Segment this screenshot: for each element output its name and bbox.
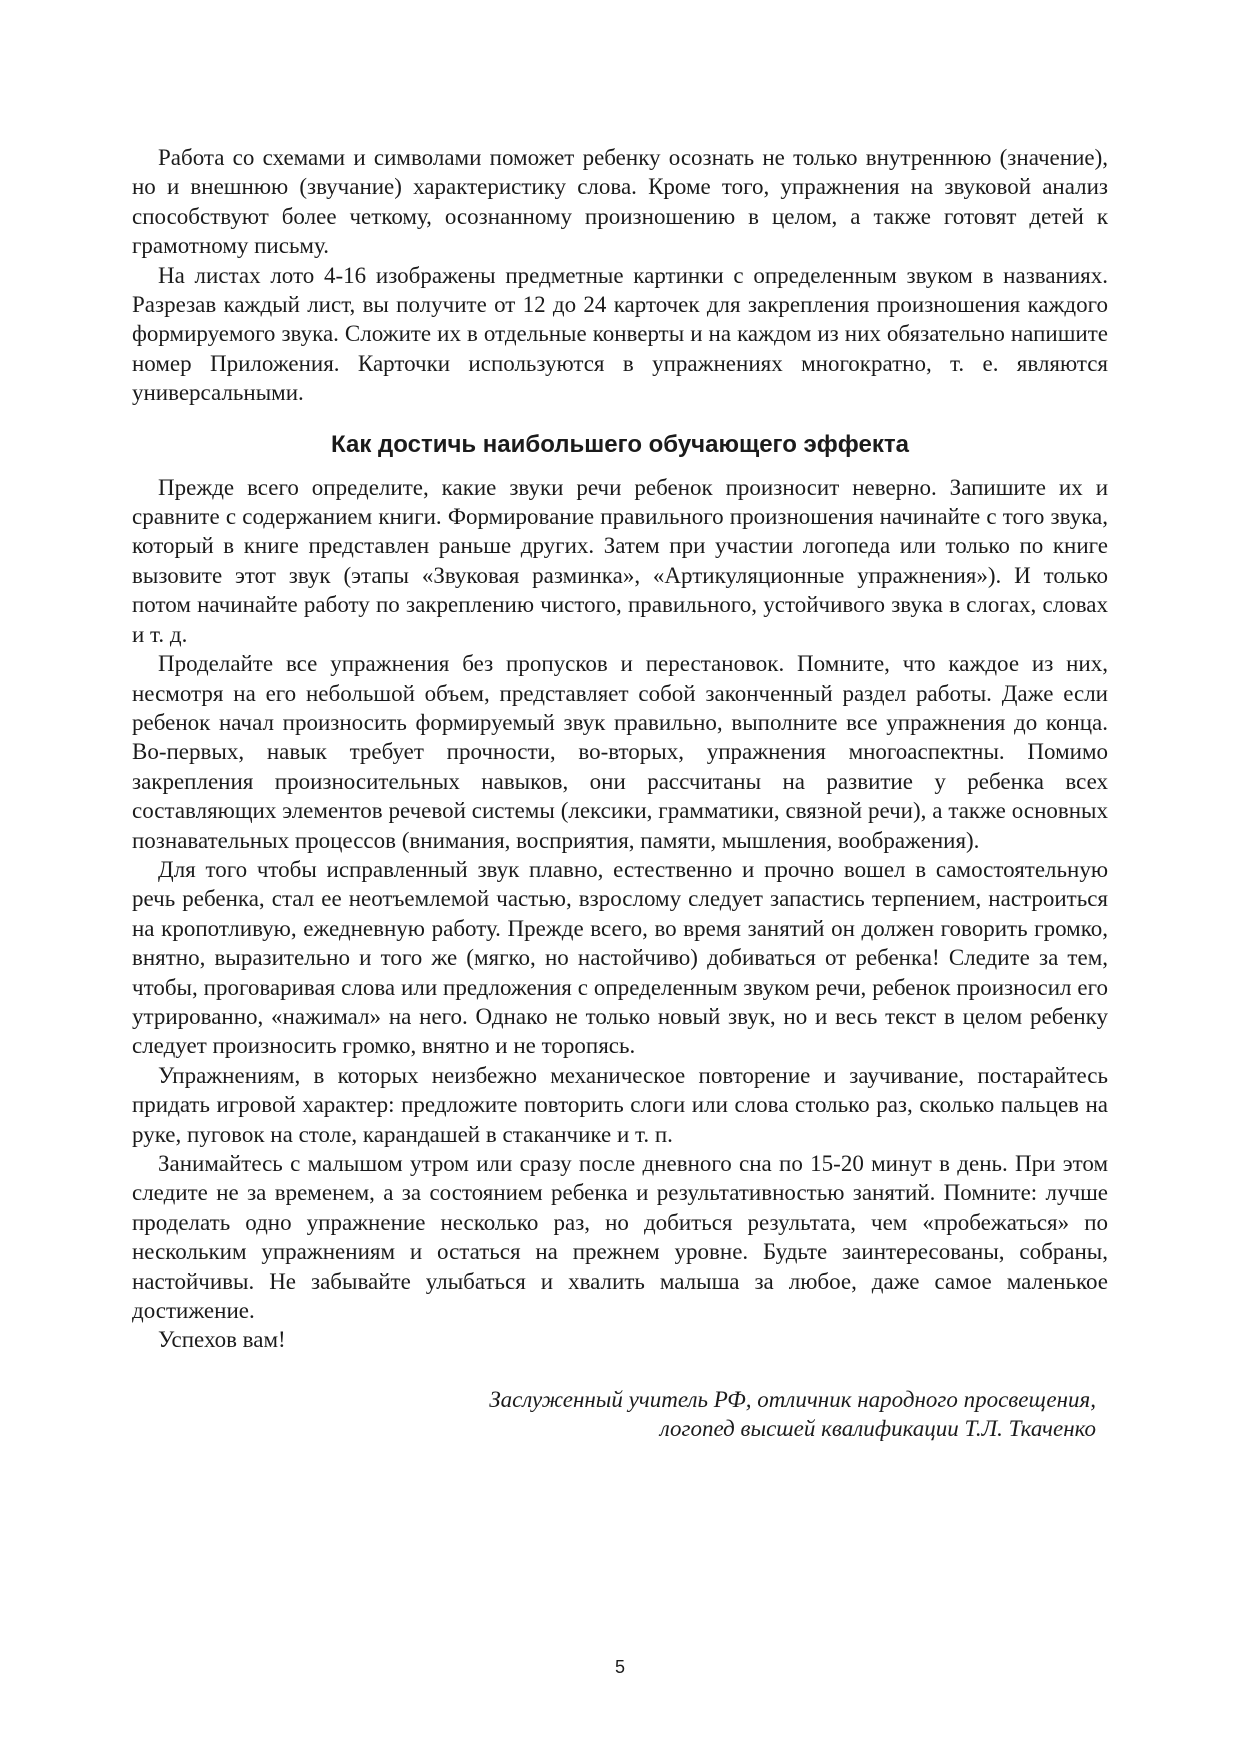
paragraph-game: Упражнениям, в которых неизбежно механическое повторение и заучивание, постарайтесь придать игровой характер: предложите повторить слоги или слова столько раз, сколько пальцев на руке, пуговок на столе, карандашей в стаканчике и т. п. [132,1062,1108,1147]
paragraph-first-steps: Прежде всего определите, какие звуки речи ребенок произносит неверно. Запишите их и сравните с содержанием книги. Формирование правильного произношения начинайте с того звука, который в книге представлен раньше других. Затем при участии логопеда или только по книге вызовите этот звук (этапы «Звуковая разминка», «Артикуляционные упражнения»). И только потом начинайте работу по закреплению чистого, правильного, устойчивого звука в слогах, словах и т. д. [132,474,1108,647]
page-body [132,143,1108,1444]
paragraph-schedule: Занимайтесь с малышом утром или сразу после дневного сна по 15-20 минут в день. При этом следите не за временем, а за состоянием ребенка и результативностью занятий. Помните: лучше проделать одно упражнение несколько раз, но добиться результата, чем «пробежаться» по нескольким упражнениям и остаться на прежнем уровне. Будьте заинтересованы, собраны, настойчивы. Не забывайте улыбаться и хвалить малыша за любое, даже самое маленькое достижение. [132,1151,1108,1324]
farewell-line: Успехов вам! [158,1327,286,1353]
paragraph-patience: Для того чтобы исправленный звук плавно, естественно и прочно вошел в самостоятельную речь ребенка, стал ее неотъемлемой частью, взрослому следует запастись терпением, настроиться на кропотливую, ежедневную работу. Прежде всего, во время занятий он должен говорить громко, внятно, выразительно и того же (мягко, но настойчиво) добиваться от ребенка! Следите за тем, чтобы, проговаривая слова или предложения с определенным звуком речи, ребенок произносил его утрированно, «нажимал» на него. Однако не только новый звук, но и весь текст в целом ребенку следует произносить громко, внятно и не торопясь. [132,856,1108,1059]
signature-line-title: Заслуженный учитель РФ, отличник народного просвещения, [489,1386,1096,1412]
page-number: 5 [614,1657,625,1677]
paragraph-exercises: Проделайте все упражнения без пропусков и перестановок. Помните, что каждое из них, несмотря на его небольшой объем, представляет собой законченный раздел работы. Даже если ребенок начал произносить формируемый звук правильно, выполните все упражнения до конца. Во-первых, навык требует прочности, во-вторых, упражнения многоаспектны. Помимо закрепления произносительных навыков, они рассчитаны на развитие у ребенка всех составляющих элементов речевой системы (лексики, грамматики, связной речи), а также основных познавательных процессов (внимания, восприятия, памяти, мышления, воображения). [132,651,1108,853]
paragraph-lotto: На листах лото 4-16 изображены предметные картинки с определенным звуком в названиях. Разрезав каждый лист, вы получите от 12 до 24 карточек для закрепления произношения каждого формируемого звука. Сложите их в отдельные конверты и на каждом из них обязательно напишите номер Приложения. Карточки используются в упражнениях многократно, т. е. являются универсальными. [132,262,1108,406]
paragraph-schemes: Работа со схемами и символами поможет ребенку осознать не только внутреннюю (значение), но и внешнюю (звучание) характеристику слова. Кроме того, упражнения на звуковой анализ способствуют более четкому, осознанному произношению в целом, а также готовят детей к грамотному письму. [132,145,1108,259]
section-heading: Как достичь наибольшего обучающего эффекта [331,430,909,458]
author-signature [132,1385,1108,1444]
signature-line-name: логопед высшей квалификации Т.Л. Ткаченко [659,1416,1096,1442]
